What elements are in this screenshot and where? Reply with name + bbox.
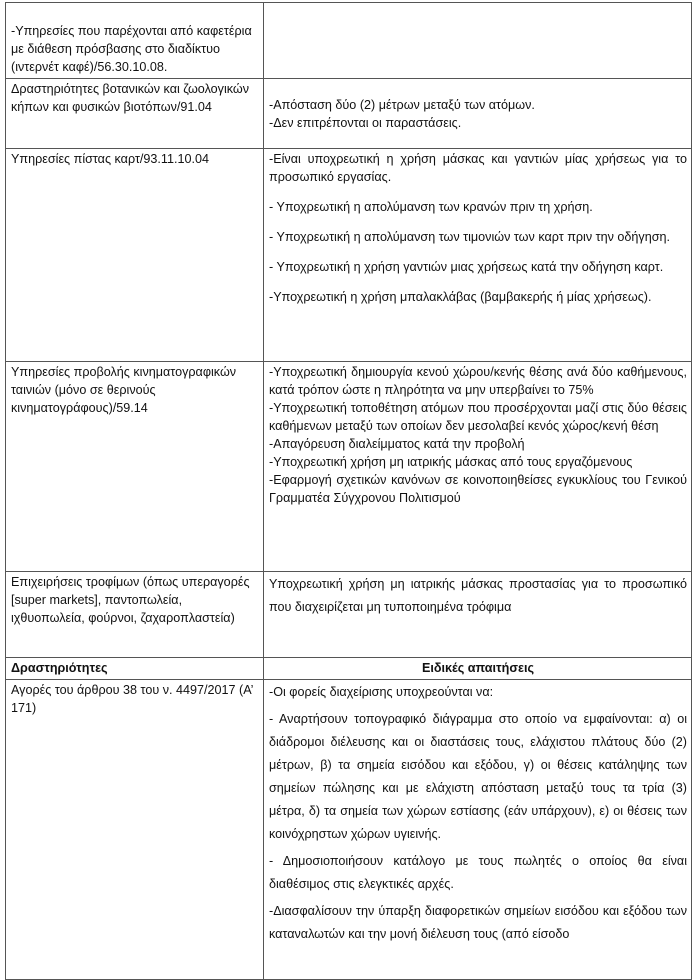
table-row — [6, 149, 692, 362]
activity-cell: Υπηρεσίες προβολής κινηματογραφικών ταινιών (μόνο σε θερινούς κινηματογράφους)/59.14 — [6, 362, 264, 572]
requirement-line: - Αναρτήσουν τοπογραφικό διάγραμμα στο οποίο να εμφαίνονται: α) οι διάδρομοι διέλευσης και οι διαστάσεις τους, ελάχιστου πλάτους δύο (2) μέτρων, β) τα σημεία εισόδου και εξόδου, γ) οι θέσεις κατάληψης των σημείων πώλησης και με ελάχιστη απόσταση μεταξύ τους τα τρία (3) μέτρα, δ) τα σημεία των χώρων εστίασης (εάν υπάρχουν), ε) οι θέσεις των κοινόχρηστων χώρων υγιεινής. — [269, 712, 687, 841]
column-header-activities: Δραστηριότητες — [6, 658, 264, 680]
requirements-table — [5, 2, 692, 980]
table-row — [6, 680, 692, 980]
requirement-line: - Υποχρεωτική η απολύμανση των τιμονιών των καρτ πριν την οδήγηση. — [269, 230, 671, 244]
requirement-line: - Δημοσιοποιήσουν κατάλογο με τους πωλητές ο οποίος θα είναι διαθέσιμος στις ελεγκτικές αρχές. — [269, 854, 687, 891]
activity-cell: -Υπηρεσίες που παρέχονται από καφετέρια με διάθεση πρόσβασης στο διαδίκτυο (ιντερνέτ καφέ)/56.30.10.08. — [6, 3, 264, 79]
requirements-cell — [264, 3, 692, 79]
requirement-line: -Απόσταση δύο (2) μέτρων μεταξύ των ατόμων. — [269, 98, 535, 112]
requirements-cell — [264, 572, 692, 658]
requirement-line: -Δεν επιτρέπονται οι παραστάσεις. — [269, 116, 462, 130]
requirement-line: -Υποχρεωτική δημιουργία κενού χώρου/κενής θέσης ανά δύο καθήμενους, κατά τρόπον ώστε η πληρότητα να μην υπερβαίνει το 75% — [269, 365, 687, 397]
requirements-cell — [264, 79, 692, 149]
table-row — [6, 3, 692, 79]
requirement-line: -Υποχρεωτική η χρήση μπαλακλάβας (βαμβακερής ή μίας χρήσεως). — [269, 290, 652, 304]
requirement-line: -Οι φορείς διαχείρισης υποχρεούνται να: — [269, 685, 494, 699]
column-header-requirements: Ειδικές απαιτήσεις — [264, 658, 692, 680]
table-row — [6, 572, 692, 658]
activity-cell: Υπηρεσίες πίστας καρτ/93.11.10.04 — [6, 149, 264, 362]
table-header-row — [6, 658, 692, 680]
requirement-line: -Υποχρεωτική χρήση μη ιατρικής μάσκας από τους εργαζόμενους — [269, 455, 633, 469]
activity-cell: Επιχειρήσεις τροφίμων (όπως υπεραγορές [super markets], παντοπωλεία, ιχθυοπωλεία, φούρνοι, ζαχαροπλαστεία) — [6, 572, 264, 658]
requirement-line: Υποχρεωτική χρήση μη ιατρικής μάσκας προστασίας για το προσωπικό που διαχειρίζεται μη τυποποιημένα τρόφιμα — [269, 577, 687, 614]
requirement-line: -Διασφαλίσουν την ύπαρξη διαφορετικών σημείων εισόδου και εξόδου των καταναλωτών και την μονή διέλευση τους (από είσοδο — [269, 904, 687, 941]
requirements-cell — [264, 680, 692, 980]
activity-cell: Δραστηριότητες βοτανικών και ζωολογικών κήπων και φυσικών βιοτόπων/91.04 — [6, 79, 264, 149]
requirements-cell — [264, 149, 692, 362]
table-row — [6, 79, 692, 149]
requirement-line: - Υποχρεωτική η απολύμανση των κρανών πριν τη χρήση. — [269, 200, 593, 214]
requirement-line: -Υποχρεωτική τοποθέτηση ατόμων που προσέρχονται μαζί στις δύο θέσεις καθήμενων μεταξύ των οποίων δεν μεσολαβεί κενός χώρος/κενή θέση — [269, 401, 687, 433]
requirement-line: -Είναι υποχρεωτική η χρήση μάσκας και γαντιών μίας χρήσεως για το προσωπικό εργασίας. — [269, 152, 687, 184]
requirements-cell — [264, 362, 692, 572]
table-row — [6, 362, 692, 572]
requirement-line: -Απαγόρευση διαλείμματος κατά την προβολή — [269, 437, 525, 451]
requirement-line: -Εφαρμογή σχετικών κανόνων σε κοινοποιηθείσες εγκυκλίους του Γενικού Γραμματέα Σύγχρονου Πολιτισμού — [269, 473, 687, 505]
activity-cell: Αγορές του άρθρου 38 του ν. 4497/2017 (Α’ 171) — [6, 680, 264, 980]
requirement-line: - Υποχρεωτική η χρήση γαντιών μιας χρήσεως κατά την οδήγηση καρτ. — [269, 260, 664, 274]
